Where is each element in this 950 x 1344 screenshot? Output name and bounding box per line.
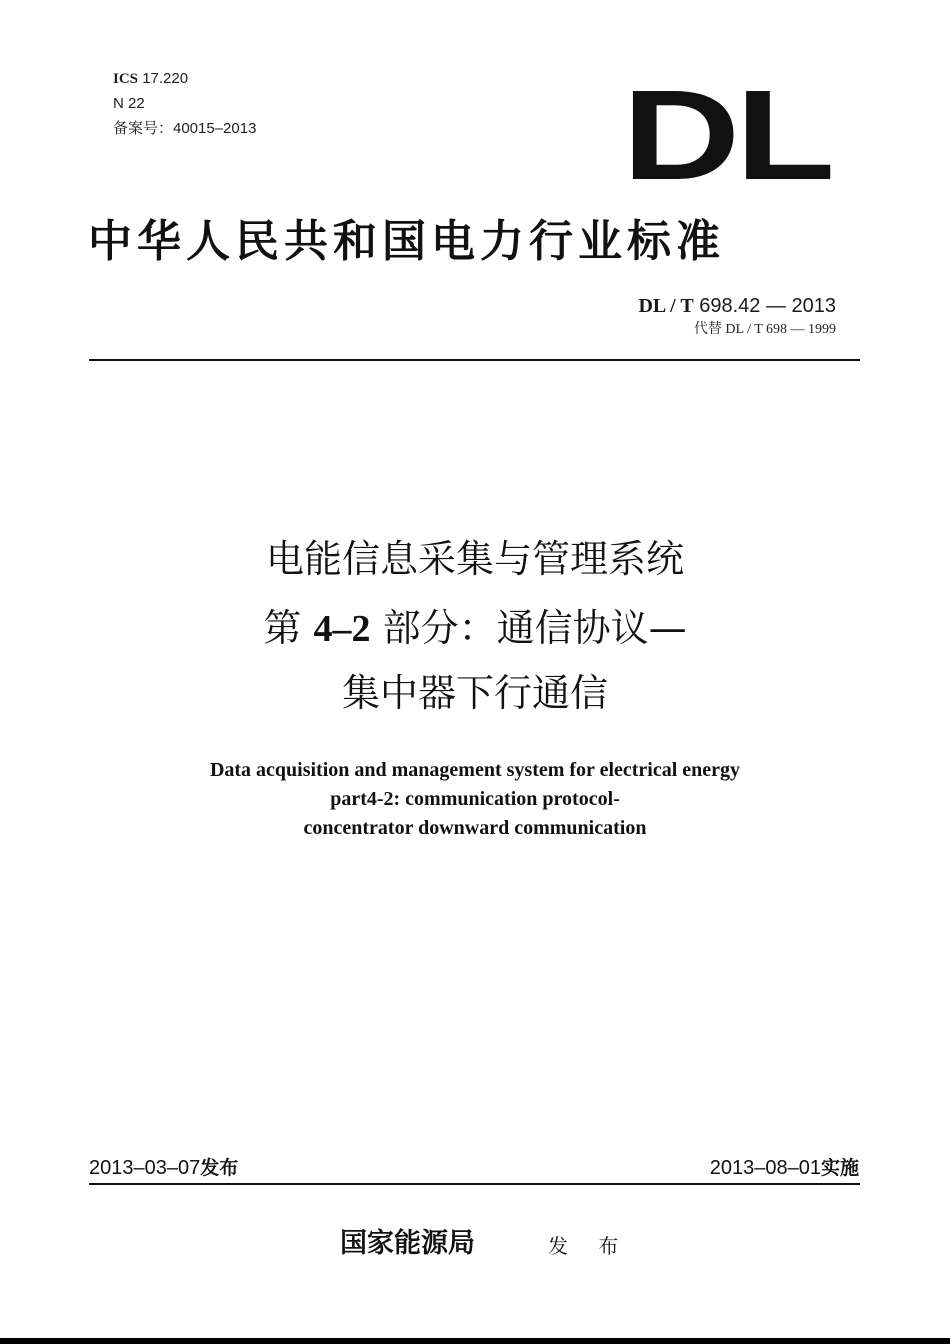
title-en-line1: Data acquisition and management system for electrical energy: [209, 759, 741, 781]
title-zh-line3: 集中器下行通信: [341, 671, 608, 715]
title-en-line2: part4-2: communication protocol-: [330, 788, 620, 810]
title-zh-part-prefix: 第: [263, 606, 314, 650]
implement-date-value: 2013–08–01: [709, 1157, 821, 1179]
publisher-action: 发 布: [548, 1234, 631, 1258]
publish-date-label: 发布: [200, 1157, 239, 1179]
ics-line: [113, 70, 188, 88]
replaces-standard: 代替 DL / T 698 — 1999: [693, 322, 836, 337]
title-zh-part-number: 4–2: [313, 608, 371, 650]
title-zh-part-suffix: 部分：通信协议—: [370, 606, 687, 650]
title-en-line3: concentrator downward communication: [303, 817, 647, 839]
implement-date: [710, 1155, 859, 1181]
publish-date-value: 2013–03–07: [89, 1157, 201, 1179]
page-bottom-edge: [0, 1338, 950, 1344]
dl-logo: DL: [622, 64, 831, 207]
ics-label: ICS: [113, 71, 139, 87]
publisher-name: 国家能源局: [340, 1228, 475, 1259]
standard-number: [638, 294, 836, 318]
implement-date-label: 实施: [820, 1157, 859, 1179]
title-zh-line2: [0, 605, 950, 652]
standard-code: 698.42 — 2013: [699, 295, 836, 317]
filing-number: 备案号：40015–2013: [113, 120, 257, 137]
industry-standard-title: 中华人民共和国电力行业标准: [88, 216, 725, 267]
ics-value: 17.220: [142, 70, 189, 87]
title-zh-line1: 电能信息采集与管理系统: [265, 537, 684, 581]
footer-divider: [89, 1183, 860, 1185]
standard-prefix: DL / T: [638, 295, 694, 317]
classification-code: N 22: [113, 95, 145, 112]
publish-date: [89, 1155, 238, 1181]
header-divider: [89, 359, 860, 361]
